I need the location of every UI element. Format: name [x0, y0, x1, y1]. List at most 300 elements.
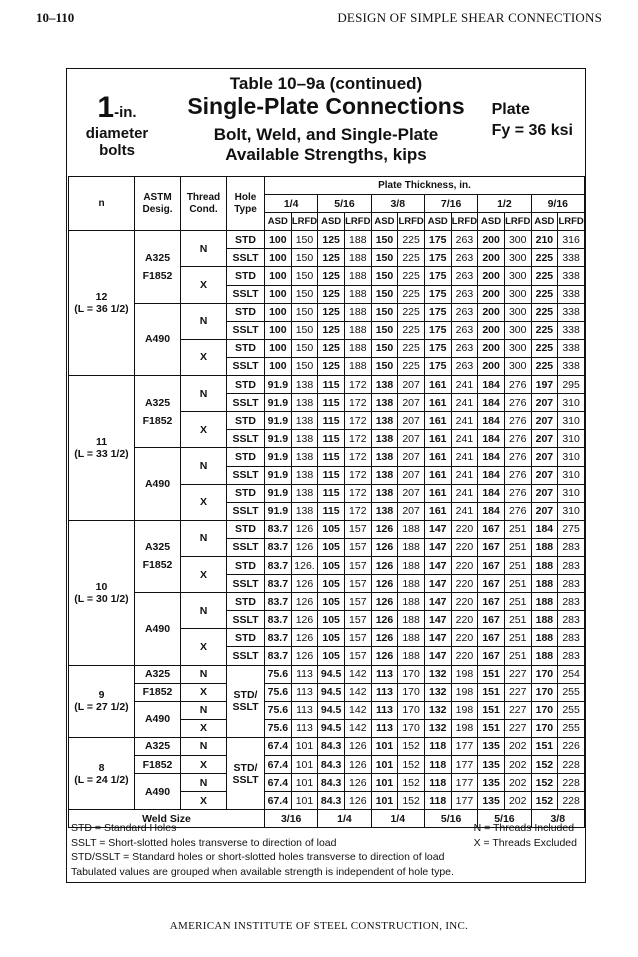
- value-cell: 161: [424, 394, 451, 412]
- value-cell: 150: [371, 357, 398, 375]
- value-cell: 188: [398, 629, 425, 647]
- table-row: [69, 376, 585, 394]
- value-cell: 263: [451, 249, 478, 267]
- value-cell: 126: [371, 556, 398, 574]
- value-cell: 220: [451, 647, 478, 665]
- value-cell: 105: [318, 575, 345, 593]
- value-cell: 167: [478, 647, 505, 665]
- value-cell: 142: [344, 701, 371, 719]
- value-cell: 300: [504, 303, 531, 321]
- hole-type-cell: STD/ SSLT: [227, 665, 265, 737]
- value-cell: 126: [371, 647, 398, 665]
- notes-threads: [474, 821, 577, 850]
- value-cell: 300: [504, 321, 531, 339]
- value-cell: 188: [344, 249, 371, 267]
- value-cell: 251: [504, 556, 531, 574]
- value-cell: 138: [371, 448, 398, 466]
- thread-cell: X: [181, 339, 227, 375]
- value-cell: 207: [398, 430, 425, 448]
- table-row: [69, 303, 585, 321]
- value-cell: 94.5: [318, 683, 345, 701]
- value-cell: 151: [478, 683, 505, 701]
- weld-label: Weld Size: [69, 810, 265, 828]
- value-cell: 175: [424, 321, 451, 339]
- weld-size: 5/16: [424, 810, 477, 828]
- value-cell: 101: [371, 792, 398, 810]
- asd-header: ASD: [478, 213, 505, 231]
- value-cell: 251: [504, 593, 531, 611]
- value-cell: 157: [344, 629, 371, 647]
- value-cell: 147: [424, 611, 451, 629]
- value-cell: 105: [318, 538, 345, 556]
- value-cell: 202: [504, 737, 531, 755]
- value-cell: 225: [398, 303, 425, 321]
- group-n: [69, 520, 135, 665]
- value-cell: 276: [504, 466, 531, 484]
- value-cell: 198: [451, 683, 478, 701]
- value-cell: 172: [344, 412, 371, 430]
- hole-type-cell: STD: [227, 267, 265, 285]
- table-row: [69, 774, 585, 792]
- value-cell: 300: [504, 339, 531, 357]
- note-n: N = Threads Included: [473, 822, 575, 834]
- value-cell: 138: [371, 394, 398, 412]
- note-grouped: Tabulated values are grouped when available strength is independent of hole type.: [71, 865, 454, 878]
- value-cell: 175: [424, 357, 451, 375]
- value-cell: 126: [371, 629, 398, 647]
- value-cell: 125: [318, 231, 345, 249]
- value-cell: 150: [371, 285, 398, 303]
- value-cell: 198: [451, 665, 478, 683]
- value-cell: 83.7: [265, 611, 292, 629]
- value-cell: 207: [398, 394, 425, 412]
- hole-type-cell: SSLT: [227, 357, 265, 375]
- astm-cell: F1852: [135, 756, 181, 774]
- thread-cell: N: [181, 520, 227, 556]
- value-cell: 138: [291, 484, 318, 502]
- bolt-label-1: diameter: [85, 125, 149, 142]
- value-cell: 161: [424, 466, 451, 484]
- value-cell: 91.9: [265, 376, 292, 394]
- table-title: Single-Plate Connections: [187, 93, 465, 119]
- value-cell: 207: [531, 448, 558, 466]
- value-cell: 167: [478, 593, 505, 611]
- value-cell: 170: [531, 665, 558, 683]
- group-n-value: 11: [95, 435, 108, 448]
- value-cell: 138: [291, 448, 318, 466]
- value-cell: 84.3: [318, 737, 345, 755]
- weld-size: 3/8: [531, 810, 584, 828]
- value-cell: 310: [558, 484, 585, 502]
- lrfd-header: LRFD: [291, 213, 318, 231]
- value-cell: 207: [531, 484, 558, 502]
- group-n: [69, 376, 135, 521]
- thread-cell: X: [181, 683, 227, 701]
- asd-header: ASD: [265, 213, 292, 231]
- value-cell: 83.7: [265, 575, 292, 593]
- value-cell: 100: [265, 321, 292, 339]
- value-cell: 200: [478, 267, 505, 285]
- value-cell: 175: [424, 249, 451, 267]
- value-cell: 150: [291, 321, 318, 339]
- section-title: DESIGN OF SIMPLE SHEAR CONNECTIONS: [337, 10, 602, 25]
- bolt-label-2: bolts: [99, 142, 135, 159]
- value-cell: 101: [371, 756, 398, 774]
- value-cell: 197: [531, 376, 558, 394]
- value-cell: 188: [531, 556, 558, 574]
- value-cell: 338: [558, 249, 585, 267]
- value-cell: 157: [344, 520, 371, 538]
- value-cell: 188: [398, 556, 425, 574]
- value-cell: 220: [451, 575, 478, 593]
- value-cell: 138: [291, 502, 318, 520]
- value-cell: 177: [451, 756, 478, 774]
- value-cell: 115: [318, 394, 345, 412]
- col-astm: ASTM Desig.: [135, 177, 181, 231]
- value-cell: 113: [371, 683, 398, 701]
- value-cell: 161: [424, 484, 451, 502]
- value-cell: 126: [344, 737, 371, 755]
- value-cell: 125: [318, 285, 345, 303]
- value-cell: 115: [318, 430, 345, 448]
- value-cell: 147: [424, 520, 451, 538]
- value-cell: 177: [451, 792, 478, 810]
- value-cell: 338: [558, 285, 585, 303]
- value-cell: 101: [371, 737, 398, 755]
- value-cell: 207: [398, 376, 425, 394]
- value-cell: 152: [398, 737, 425, 755]
- value-cell: 105: [318, 556, 345, 574]
- value-cell: 142: [344, 719, 371, 737]
- value-cell: 113: [291, 665, 318, 683]
- hole-type-cell: SSLT: [227, 575, 265, 593]
- astm-a490: A490: [135, 593, 181, 665]
- value-cell: 161: [424, 376, 451, 394]
- hole-type-cell: STD: [227, 629, 265, 647]
- value-cell: 283: [558, 538, 585, 556]
- value-cell: 310: [558, 502, 585, 520]
- thread-cell: N: [181, 701, 227, 719]
- thread-cell: X: [181, 792, 227, 810]
- value-cell: 225: [398, 249, 425, 267]
- value-cell: 300: [504, 231, 531, 249]
- value-cell: 152: [398, 756, 425, 774]
- value-cell: 228: [558, 774, 585, 792]
- value-cell: 91.9: [265, 448, 292, 466]
- value-cell: 167: [478, 611, 505, 629]
- value-cell: 175: [424, 285, 451, 303]
- value-cell: 207: [531, 412, 558, 430]
- value-cell: 202: [504, 756, 531, 774]
- value-cell: 132: [424, 683, 451, 701]
- value-cell: 100: [265, 285, 292, 303]
- value-cell: 67.4: [265, 792, 292, 810]
- value-cell: 225: [531, 303, 558, 321]
- thickness-header: 9/16: [531, 195, 584, 213]
- value-cell: 135: [478, 774, 505, 792]
- table-row: [69, 683, 585, 701]
- hole-type-cell: SSLT: [227, 321, 265, 339]
- thread-cell: X: [181, 756, 227, 774]
- thickness-header: 7/16: [424, 195, 477, 213]
- value-cell: 188: [344, 267, 371, 285]
- astm-a325: A325: [144, 251, 171, 264]
- value-cell: 198: [451, 719, 478, 737]
- value-cell: 83.7: [265, 538, 292, 556]
- astm-a325: A325: [144, 396, 171, 409]
- value-cell: 138: [291, 394, 318, 412]
- astm-a490: A490: [135, 448, 181, 520]
- note-sslt: SSLT = Short-slotted holes transverse to direction of load: [71, 836, 337, 849]
- astm-cell: A325: [135, 665, 181, 683]
- value-cell: 147: [424, 556, 451, 574]
- value-cell: 138: [371, 484, 398, 502]
- value-cell: 227: [504, 683, 531, 701]
- value-cell: 100: [265, 303, 292, 321]
- value-cell: 225: [531, 285, 558, 303]
- value-cell: 283: [558, 647, 585, 665]
- value-cell: 241: [451, 394, 478, 412]
- weld-size: 3/16: [265, 810, 318, 828]
- value-cell: 225: [531, 321, 558, 339]
- value-cell: 132: [424, 701, 451, 719]
- value-cell: 198: [451, 701, 478, 719]
- value-cell: 118: [424, 792, 451, 810]
- value-cell: 94.5: [318, 665, 345, 683]
- value-cell: 101: [371, 774, 398, 792]
- value-cell: 161: [424, 448, 451, 466]
- value-cell: 188: [531, 575, 558, 593]
- value-cell: 113: [371, 719, 398, 737]
- value-cell: 177: [451, 737, 478, 755]
- notes: [71, 821, 454, 879]
- value-cell: 263: [451, 285, 478, 303]
- value-cell: 135: [478, 737, 505, 755]
- value-cell: 175: [424, 267, 451, 285]
- value-cell: 126: [344, 774, 371, 792]
- value-cell: 113: [291, 683, 318, 701]
- table-frame: [66, 68, 586, 883]
- value-cell: 283: [558, 629, 585, 647]
- value-cell: 83.7: [265, 556, 292, 574]
- hole-type-cell: SSLT: [227, 611, 265, 629]
- value-cell: 138: [291, 430, 318, 448]
- value-cell: 91.9: [265, 502, 292, 520]
- astm-f1852: F1852: [142, 414, 173, 427]
- group-length: (L = 33 1/2): [74, 447, 129, 460]
- value-cell: 283: [558, 593, 585, 611]
- value-cell: 184: [478, 412, 505, 430]
- table-row: [69, 701, 585, 719]
- thread-cell: N: [181, 737, 227, 755]
- value-cell: 207: [398, 412, 425, 430]
- value-cell: 135: [478, 756, 505, 774]
- value-cell: 207: [531, 394, 558, 412]
- value-cell: 188: [398, 520, 425, 538]
- value-cell: 126: [344, 756, 371, 774]
- value-cell: 251: [504, 538, 531, 556]
- value-cell: 283: [558, 556, 585, 574]
- value-cell: 84.3: [318, 756, 345, 774]
- thread-cell: X: [181, 484, 227, 520]
- value-cell: 263: [451, 231, 478, 249]
- value-cell: 310: [558, 394, 585, 412]
- value-cell: 188: [531, 629, 558, 647]
- value-cell: 276: [504, 502, 531, 520]
- value-cell: 150: [371, 339, 398, 357]
- asd-header: ASD: [424, 213, 451, 231]
- value-cell: 94.5: [318, 701, 345, 719]
- value-cell: 115: [318, 412, 345, 430]
- hole-type-cell: STD: [227, 303, 265, 321]
- value-cell: 184: [478, 430, 505, 448]
- value-cell: 67.4: [265, 737, 292, 755]
- value-cell: 220: [451, 556, 478, 574]
- value-cell: 200: [478, 357, 505, 375]
- thread-cell: N: [181, 774, 227, 792]
- value-cell: 126: [371, 593, 398, 611]
- col-hole: Hole Type: [227, 177, 265, 231]
- value-cell: 170: [531, 719, 558, 737]
- value-cell: 300: [504, 285, 531, 303]
- hole-type-cell: SSLT: [227, 466, 265, 484]
- value-cell: 75.6: [265, 719, 292, 737]
- value-cell: 101: [291, 774, 318, 792]
- value-cell: 138: [291, 466, 318, 484]
- value-cell: 276: [504, 394, 531, 412]
- astm-a325: A325: [144, 541, 171, 554]
- value-cell: 172: [344, 394, 371, 412]
- value-cell: 225: [531, 357, 558, 375]
- value-cell: 167: [478, 520, 505, 538]
- astm-a490: A490: [135, 701, 181, 737]
- value-cell: 188: [398, 647, 425, 665]
- group-n-value: 8: [98, 761, 105, 774]
- value-cell: 167: [478, 575, 505, 593]
- value-cell: 91.9: [265, 466, 292, 484]
- value-cell: 225: [398, 285, 425, 303]
- value-cell: 172: [344, 376, 371, 394]
- value-cell: 142: [344, 665, 371, 683]
- value-cell: 118: [424, 756, 451, 774]
- value-cell: 251: [504, 629, 531, 647]
- value-cell: 275: [558, 520, 585, 538]
- value-cell: 200: [478, 231, 505, 249]
- group-n-value: 12: [95, 291, 108, 304]
- value-cell: 225: [398, 267, 425, 285]
- value-cell: 338: [558, 321, 585, 339]
- value-cell: 200: [478, 285, 505, 303]
- value-cell: 113: [291, 701, 318, 719]
- value-cell: 126: [291, 575, 318, 593]
- value-cell: 150: [371, 303, 398, 321]
- value-cell: 113: [371, 701, 398, 719]
- thread-cell: X: [181, 719, 227, 737]
- hole-type-cell: STD/ SSLT: [227, 737, 265, 809]
- astm-f1852: F1852: [142, 269, 173, 282]
- value-cell: 184: [478, 394, 505, 412]
- value-cell: 188: [398, 538, 425, 556]
- astm-cell: [135, 520, 181, 592]
- hole-type-cell: SSLT: [227, 538, 265, 556]
- value-cell: 175: [424, 231, 451, 249]
- hole-type-cell: STD: [227, 593, 265, 611]
- value-cell: 188: [344, 285, 371, 303]
- value-cell: 276: [504, 448, 531, 466]
- asd-header: ASD: [318, 213, 345, 231]
- col-n: n: [69, 177, 135, 231]
- group-length: (L = 24 1/2): [74, 773, 129, 786]
- value-cell: 91.9: [265, 484, 292, 502]
- value-cell: 75.6: [265, 683, 292, 701]
- value-cell: 188: [531, 593, 558, 611]
- value-cell: 94.5: [318, 719, 345, 737]
- thread-cell: N: [181, 231, 227, 267]
- value-cell: 101: [291, 792, 318, 810]
- value-cell: 228: [558, 792, 585, 810]
- value-cell: 310: [558, 430, 585, 448]
- value-cell: 91.9: [265, 430, 292, 448]
- group-length: (L = 36 1/2): [74, 303, 129, 316]
- value-cell: 150: [291, 285, 318, 303]
- plate-fy: Fy = 36 ksi: [491, 122, 573, 139]
- group-n: [69, 231, 135, 376]
- value-cell: 255: [558, 701, 585, 719]
- group-n-value: 9: [98, 689, 105, 702]
- value-cell: 150: [291, 303, 318, 321]
- value-cell: 83.7: [265, 593, 292, 611]
- value-cell: 151: [478, 719, 505, 737]
- value-cell: 170: [398, 665, 425, 683]
- hole-type-cell: STD: [227, 412, 265, 430]
- value-cell: 138: [291, 376, 318, 394]
- astm-a490: A490: [135, 303, 181, 375]
- value-cell: 135: [478, 792, 505, 810]
- value-cell: 188: [344, 303, 371, 321]
- value-cell: 276: [504, 412, 531, 430]
- value-cell: 132: [424, 665, 451, 683]
- value-cell: 338: [558, 339, 585, 357]
- value-cell: 115: [318, 448, 345, 466]
- value-cell: 100: [265, 357, 292, 375]
- col-thread: Thread Cond.: [181, 177, 227, 231]
- value-cell: 177: [451, 774, 478, 792]
- table-row: [69, 756, 585, 774]
- value-cell: 172: [344, 430, 371, 448]
- value-cell: 132: [424, 719, 451, 737]
- weld-size: 5/16: [478, 810, 531, 828]
- value-cell: 157: [344, 611, 371, 629]
- value-cell: 241: [451, 502, 478, 520]
- group-n: [69, 737, 135, 809]
- value-cell: 220: [451, 538, 478, 556]
- value-cell: 202: [504, 774, 531, 792]
- value-cell: 150: [291, 339, 318, 357]
- group-length: (L = 30 1/2): [74, 592, 129, 605]
- value-cell: 220: [451, 611, 478, 629]
- value-cell: 300: [504, 267, 531, 285]
- value-cell: 126: [371, 611, 398, 629]
- value-cell: 138: [371, 412, 398, 430]
- value-cell: 126: [291, 611, 318, 629]
- thickness-header: 1/2: [478, 195, 531, 213]
- value-cell: 263: [451, 357, 478, 375]
- value-cell: 167: [478, 629, 505, 647]
- value-cell: 184: [478, 484, 505, 502]
- value-cell: 105: [318, 611, 345, 629]
- value-cell: 118: [424, 737, 451, 755]
- bolt-size: 1: [97, 91, 115, 124]
